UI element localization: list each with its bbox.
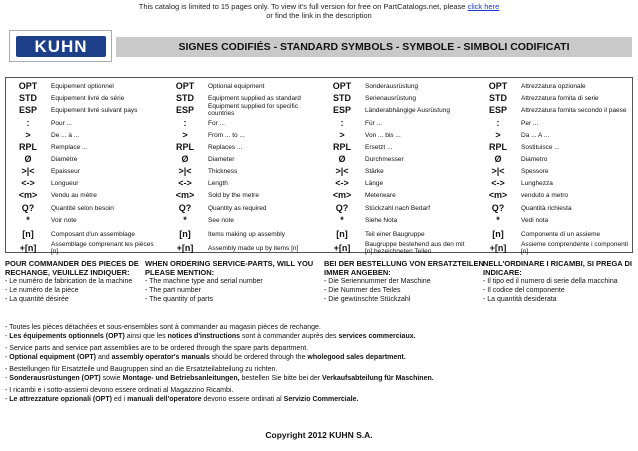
symbol-code: <m> [332, 190, 352, 200]
symbol-description: Composant d'un assemblage [51, 230, 135, 238]
symbol-row [478, 214, 628, 226]
header-bar [116, 37, 632, 57]
symbol-row [165, 177, 315, 189]
note-line: - I ricambi e i sotto-assiemi devono essere ordinati al Magazzino Ricambi. [5, 387, 234, 394]
symbol-row [165, 104, 315, 116]
symbol-description: Componente di un assieme [521, 230, 601, 238]
symbol-code: >|< [178, 166, 192, 176]
note-block [5, 344, 633, 362]
symbol-row [322, 92, 472, 104]
symbol-row [478, 177, 628, 189]
symbol-code: Ø [24, 154, 32, 164]
symbol-code: > [495, 130, 501, 140]
symbol-description: Länge [365, 179, 384, 187]
order-column [145, 259, 315, 304]
symbol-row [478, 227, 628, 241]
note-line-emphasis [5, 374, 633, 383]
note-line-emphasis [5, 353, 633, 362]
note-line: - Service parts and service part assemblies are to be ordered through the spare parts department. [5, 345, 309, 352]
symbol-code: * [26, 215, 30, 225]
order-line: - Le numéro de la pièce [5, 287, 79, 294]
symbol-row [322, 80, 472, 92]
symbol-code: Ø [181, 154, 189, 164]
symbol-code: <m> [488, 190, 508, 200]
symbol-description: Quantité selon besoin [51, 204, 114, 212]
symbol-code: : [183, 118, 187, 128]
click-here-link[interactable]: click here [467, 2, 500, 11]
copyright: Copyright 2012 KUHN S.A. [265, 430, 373, 440]
symbol-description: Lunghezza [521, 179, 553, 187]
symbol-description: See note [208, 216, 235, 224]
order-column [483, 259, 633, 304]
note-line-emphasis [5, 332, 633, 341]
symbol-row [322, 202, 472, 214]
symbol-row [478, 241, 628, 255]
order-heading: BEI DER BESTELLUNG VON ERSATZTEILEN IMMER ANGEBEN: [324, 259, 484, 277]
symbol-description: Attrezzatura opzionale [521, 82, 586, 90]
symbol-row [8, 141, 158, 153]
symbol-code: Ø [338, 154, 346, 164]
symbol-description: Assembly made up by items [n] [208, 244, 299, 252]
symbol-row [478, 104, 628, 116]
note-emphasis: Le attrezzature opzionali (OPT) [9, 396, 112, 403]
symbols-column-de [322, 80, 472, 255]
symbol-code: RPL [176, 142, 194, 152]
symbol-code: STD [489, 93, 507, 103]
symbol-code: >|< [21, 166, 35, 176]
note-text: - [5, 354, 10, 361]
symbol-description: Quantità richiesta [521, 204, 572, 212]
symbol-code: OPT [18, 81, 38, 91]
note-emphasis: Montage- und Betriebsanleitungen, [122, 375, 240, 382]
symbol-code: +[n] [333, 243, 351, 253]
symbol-code: [n] [179, 229, 191, 239]
symbol-description: Epaisseur [51, 167, 80, 175]
symbol-row [478, 165, 628, 177]
ordering-notes [5, 323, 633, 407]
symbols-column-en [165, 80, 315, 253]
symbol-row [478, 141, 628, 153]
symbol-row [8, 80, 158, 92]
note-emphasis: Verkaufsabteilung für Maschinen. [322, 375, 434, 382]
symbol-description: Teil einer Baugruppe [365, 230, 425, 238]
symbol-description: Equipement livré de série [51, 94, 125, 102]
order-heading: WHEN ORDERING SERVICE-PARTS, WILL YOU PLEASE MENTION: [145, 259, 314, 277]
symbol-description: For ... [208, 119, 225, 127]
note-text: should be ordered through the [209, 354, 308, 361]
order-line: - Il tipo ed il numero di serie della macchina [483, 278, 618, 285]
symbol-code: [n] [336, 229, 348, 239]
symbol-code: ESP [175, 105, 194, 115]
symbol-code: OPT [175, 81, 195, 91]
symbol-description: Assemblage comprenant les pièces [n] [51, 241, 154, 255]
symbol-row [165, 129, 315, 141]
symbol-code: STD [333, 93, 351, 103]
note-text: ainsi que les [124, 333, 168, 340]
symbol-row [8, 227, 158, 241]
symbol-description: Spessore [521, 167, 549, 175]
symbol-row [165, 165, 315, 177]
symbol-code: Q? [21, 203, 35, 213]
order-line: - Die Seriennummer der Maschine [324, 278, 431, 285]
symbol-row [8, 189, 158, 201]
note-line-emphasis [5, 395, 633, 404]
order-line: - La quantité désirée [5, 296, 69, 303]
symbol-code: <-> [335, 178, 349, 188]
symbols-column-it [478, 80, 628, 255]
order-line: - Die gewünschte Stückzahl [324, 296, 411, 303]
order-line: - La quantità desiderata [483, 296, 557, 303]
symbol-row [322, 129, 472, 141]
symbol-row [322, 117, 472, 129]
symbol-row [8, 165, 158, 177]
symbol-row [322, 165, 472, 177]
symbol-description: Equipement livré suivant pays [51, 106, 138, 114]
symbol-row [8, 202, 158, 214]
symbol-code: STD [176, 93, 194, 103]
symbol-description: Thickness [208, 167, 238, 175]
symbol-description: Attrezzatura fornita secondo il paese [521, 106, 627, 114]
symbol-code: Ø [494, 154, 502, 164]
order-heading: POUR COMMANDER DES PIECES DE RECHANGE, VEUILLEZ INDIQUER: [5, 259, 139, 277]
symbol-code: OPT [332, 81, 352, 91]
symbol-row [478, 80, 628, 92]
symbol-code: ESP [18, 105, 37, 115]
symbol-description: Equipment supplied for specific countries [208, 103, 298, 117]
symbol-code: STD [19, 93, 37, 103]
symbol-description: Assieme comprendente i componenti [n] [521, 241, 628, 255]
order-heading: NELL'ORDINARE I RICAMBI, SI PREGA DI INDICARE: [483, 259, 633, 277]
symbol-description: Diamètre [51, 155, 78, 163]
logo-text: KUHN [34, 36, 88, 56]
symbol-row [322, 241, 472, 255]
symbol-row [478, 92, 628, 104]
symbol-row [165, 202, 315, 214]
catalog-notice [0, 2, 638, 20]
symbol-row [165, 241, 315, 255]
symbol-code: <-> [21, 178, 35, 188]
symbols-table [5, 77, 633, 253]
symbol-row [165, 189, 315, 201]
symbol-code: <-> [178, 178, 192, 188]
note-block [5, 365, 633, 383]
symbol-description: De ... à ... [51, 131, 80, 139]
symbol-row [165, 117, 315, 129]
notice-text: This catalog is limited to 15 pages only. To view it's full version for free on PartCatalogs.net, please [138, 2, 468, 11]
symbol-code: : [26, 118, 30, 128]
symbol-row [322, 214, 472, 226]
symbol-code: <-> [491, 178, 505, 188]
symbol-row [322, 153, 472, 165]
symbol-description: Durchmesser [365, 155, 404, 163]
symbol-code: : [496, 118, 500, 128]
symbol-code: <m> [175, 190, 195, 200]
symbol-row [165, 153, 315, 165]
notice-line2: or find the link in the description [266, 11, 372, 20]
symbols-column-fr [8, 80, 158, 255]
symbol-description: Per ... [521, 119, 539, 127]
symbol-code: +[n] [489, 243, 507, 253]
order-line: - Le numéro de fabrication de la machine [5, 278, 133, 285]
symbol-code: * [340, 215, 344, 225]
note-text: ed i [111, 396, 128, 403]
symbol-description: Length [208, 179, 228, 187]
symbol-description: Von ... bis ... [365, 131, 401, 139]
note-emphasis: assembly operator's manuals [111, 354, 210, 361]
symbol-row [8, 177, 158, 189]
symbol-description: Quantity as required [208, 204, 267, 212]
symbol-row [165, 214, 315, 226]
symbol-row [322, 141, 472, 153]
symbol-code: +[n] [176, 243, 194, 253]
symbol-row [165, 80, 315, 92]
note-text: sont à commander auprès des [240, 333, 339, 340]
symbol-description: Länderabhängige Ausrüstung [365, 106, 450, 114]
symbol-row [8, 241, 158, 255]
symbol-code: <m> [18, 190, 38, 200]
kuhn-logo [9, 30, 112, 62]
note-emphasis: wholegood sales department. [307, 354, 406, 361]
symbol-row [322, 177, 472, 189]
symbol-description: Serienausrüstung [365, 94, 416, 102]
note-text: - [5, 375, 10, 382]
note-text: and [96, 354, 112, 361]
symbol-description: Stückzahl nach Bedarf [365, 204, 431, 212]
page-title: SIGNES CODIFIÉS - STANDARD SYMBOLS - SYMBOLE - SIMBOLI CODIFICATI [178, 41, 570, 53]
symbol-row [8, 214, 158, 226]
order-line: - The part number [145, 287, 201, 294]
symbol-description: Sonderausrüstung [365, 82, 419, 90]
note-emphasis: manuali dell'operatore [127, 396, 202, 403]
symbol-description: Equipement optionnel [51, 82, 114, 90]
note-emphasis: services commerciaux. [338, 333, 416, 340]
note-text: bestellen Sie bitte bei der [239, 375, 323, 382]
symbol-description: Items making up assembly [208, 230, 285, 238]
symbol-description: Meterware [365, 191, 396, 199]
note-text: - [5, 396, 10, 403]
symbol-description: Siehe Nota [365, 216, 398, 224]
symbol-code: : [340, 118, 344, 128]
symbol-row [322, 104, 472, 116]
symbol-row [322, 227, 472, 241]
note-line: - Bestellungen für Ersatzteile und Baugruppen sind an die Ersatzteilabteilung zu richten. [5, 366, 278, 373]
symbol-row [478, 202, 628, 214]
symbol-code: ESP [488, 105, 507, 115]
note-emphasis: Optional equipment (OPT) [9, 354, 96, 361]
symbol-description: Attrezzatura fornita di serie [521, 94, 599, 102]
symbol-code: RPL [489, 142, 507, 152]
symbol-description: Diameter [208, 155, 235, 163]
symbol-description: Replaces ... [208, 143, 243, 151]
symbol-code: RPL [333, 142, 351, 152]
note-emphasis: notices d'instructions [167, 333, 241, 340]
symbol-code: ESP [332, 105, 351, 115]
symbol-description: Pour ... [51, 119, 72, 127]
symbol-code: OPT [488, 81, 508, 91]
symbol-description: venduto a metro [521, 191, 568, 199]
ordering-instructions [5, 259, 633, 319]
note-emphasis: Les équipements optionnels (OPT) [9, 333, 125, 340]
symbol-code: >|< [491, 166, 505, 176]
order-line: - The machine type and serial number [145, 278, 263, 285]
symbol-row [478, 153, 628, 165]
note-block [5, 323, 633, 341]
symbol-code: +[n] [19, 243, 37, 253]
symbol-description: Vendu au mètre [51, 191, 97, 199]
symbol-code: * [183, 215, 187, 225]
symbol-row [8, 129, 158, 141]
symbol-code: > [182, 130, 188, 140]
symbol-description: Optional equipment [208, 82, 265, 90]
symbol-code: [n] [492, 229, 504, 239]
symbol-description: Ersetzt ... [365, 143, 393, 151]
order-column [324, 259, 494, 304]
symbol-row [165, 227, 315, 241]
symbol-description: Für ... [365, 119, 382, 127]
symbol-code: Q? [335, 203, 349, 213]
symbol-row [478, 189, 628, 201]
note-text: - [5, 333, 10, 340]
symbol-row [322, 189, 472, 201]
note-line: - Toutes les pièces détachées et sous-ensembles sont à commander au magasin pièces de rechange. [5, 324, 321, 331]
symbol-row [478, 117, 628, 129]
note-text: devono essere ordinati al [201, 396, 284, 403]
symbol-code: Q? [491, 203, 505, 213]
symbol-row [165, 141, 315, 153]
symbol-row [478, 129, 628, 141]
symbol-code: Q? [178, 203, 192, 213]
order-line: - Il codice del componente [483, 287, 565, 294]
symbol-code: RPL [19, 142, 37, 152]
symbol-description: Stärke [365, 167, 384, 175]
symbol-code: [n] [22, 229, 34, 239]
symbol-code: > [25, 130, 31, 140]
symbol-description: Diametro [521, 155, 548, 163]
order-line: - Die Nummer des Teiles [324, 287, 401, 294]
symbol-description: Vedi nota [521, 216, 549, 224]
symbol-row [8, 153, 158, 165]
symbol-description: Voir note [51, 216, 77, 224]
symbol-code: >|< [335, 166, 349, 176]
note-text: sowie [100, 375, 123, 382]
symbol-row [8, 104, 158, 116]
symbol-description: Da ... A ... [521, 131, 550, 139]
note-emphasis: Servizio Commerciale. [283, 396, 359, 403]
order-line: - The quantity of parts [145, 296, 213, 303]
symbol-description: From ... to ... [208, 131, 245, 139]
symbol-row [8, 92, 158, 104]
note-block [5, 386, 633, 404]
symbol-description: Sostituisce ... [521, 143, 560, 151]
note-emphasis: Sonderausrüstungen (OPT) [9, 375, 101, 382]
symbol-code: * [496, 215, 500, 225]
symbol-row [8, 117, 158, 129]
symbol-description: Longueur [51, 179, 79, 187]
symbol-code: > [339, 130, 345, 140]
symbol-description: Equipment supplied as standard [208, 94, 301, 102]
symbol-description: Sold by the metre [208, 191, 259, 199]
symbol-description: Remplace ... [51, 143, 88, 151]
symbol-description: Baugruppe bestehend aus den mit [n] bezeichneten Teilen [365, 241, 465, 255]
